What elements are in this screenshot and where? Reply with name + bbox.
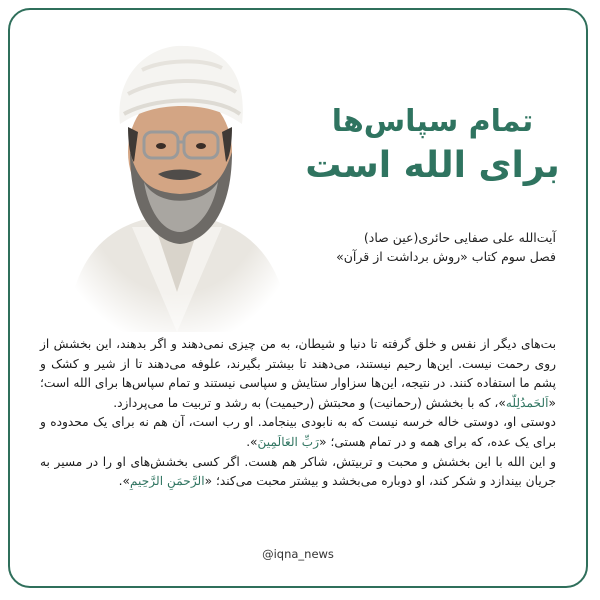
title-line-1: تمام سپاس‌ها — [331, 104, 534, 139]
paragraph-2-text: دوستی او، دوستی خاله خرسه نیست که به نابودی بینجامد. او رب است، آن هم نه برای یک محدوده و برای یک عده، که برای همه و در تمام هستی؛ « — [40, 415, 556, 449]
credit-block — [276, 228, 556, 266]
title-block — [300, 102, 565, 190]
paragraph-2-end: ». — [246, 434, 258, 449]
paragraph-1-text: بت‌های دیگر از نفس و خلق گرفته تا دنیا و شیطان، به من چیزی نمی‌دهند و اگر بدهند، این بخشش از روی رحمت نیست. این‌ها رحیم نیستند، می‌دهند تا بیشتر بگیرند، علوفه می‌دهند تا از شیر و کشک و پشم ما استفاده کنند. در نتیجه، این‌ها سزاوار ستایش و سپاسی نیستند و تمام سپاس‌ها برای الله است؛ « — [40, 337, 556, 410]
paragraph-3-text: و این الله با این بخشش و محبت و تربیتش، شاکر هم هست. اگر کسی بخشش‌های او را در مسیر به جریان بیندازد و شکر کند، او دوباره می‌بخشد و بیشتر محبت می‌کند؛ « — [40, 454, 556, 489]
paragraph-1-end: »، که با بخشش (رحمانیت) و محبتش (رحیمیت) به رشد و تربیت ما می‌پردازد. — [113, 395, 506, 410]
cleric-portrait — [62, 32, 292, 332]
quran-quote-1: اَلحَمدُلِلّه — [505, 395, 549, 410]
paragraph-2 — [40, 413, 556, 452]
quran-quote-2: رَبِّ العَالَمِینَ — [257, 434, 320, 449]
poster-frame — [8, 8, 588, 588]
title-line-2: برای الله است — [305, 145, 560, 186]
quran-quote-3: الرَّحمَنِ الرَّحِیمِ — [129, 474, 205, 489]
author-name: آیت‌الله علی صفایی حائری(عین صاد) — [363, 230, 556, 245]
paragraph-3 — [40, 453, 556, 492]
body-text — [40, 335, 556, 492]
paragraph-1 — [40, 335, 556, 413]
paragraph-3-end: ». — [118, 474, 130, 489]
book-source: فصل سوم کتاب «روش برداشت از قرآن» — [336, 249, 556, 264]
social-handle: @iqna_news — [262, 547, 334, 561]
